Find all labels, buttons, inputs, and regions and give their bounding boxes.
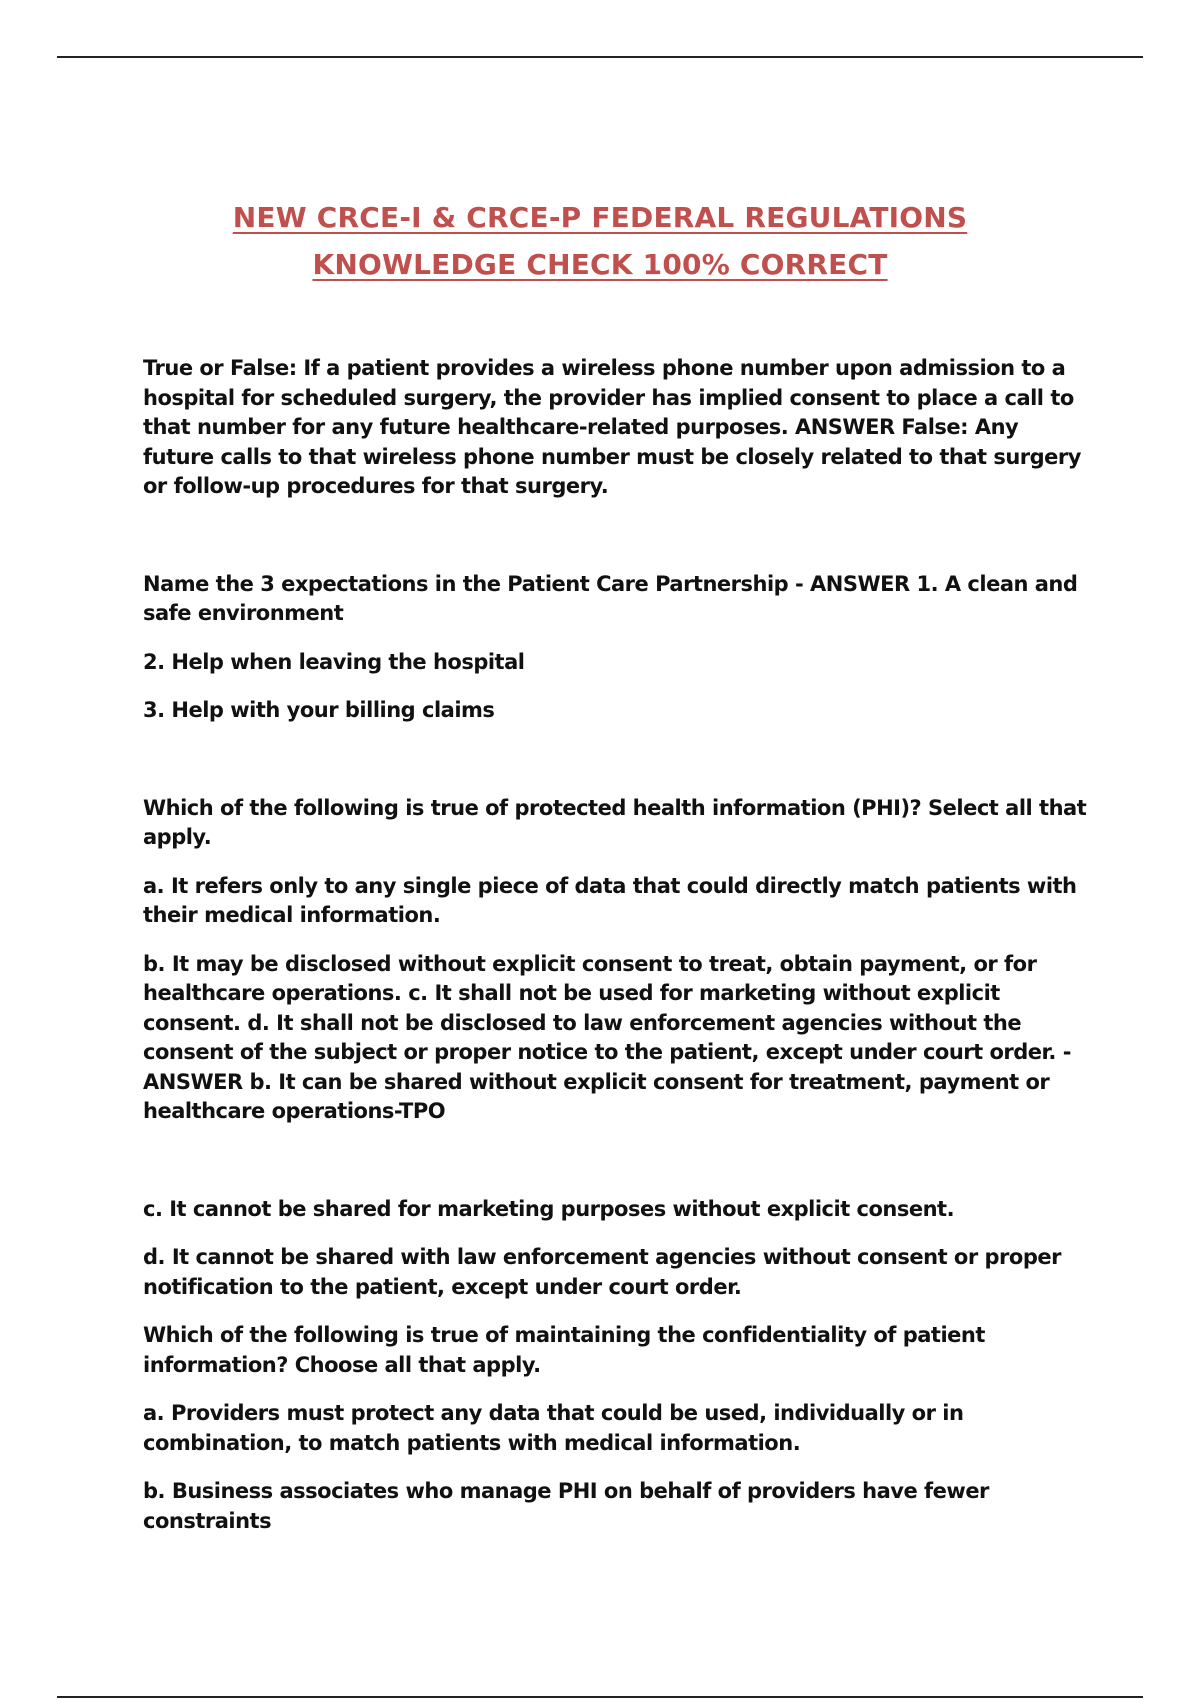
confidentiality-option-a: a. Providers must protect any data that could be used, individually or in combination, to match patients with medical information. [143, 1401, 964, 1455]
phi-option-a: a. It refers only to any single piece of data that could directly match patients with their medical information. [143, 873, 1077, 927]
title-line-1: NEW CRCE-I & CRCE-P FEDERAL REGULATIONS [232, 201, 968, 234]
answer-item-2: 2. Help when leaving the hospital [143, 649, 525, 674]
question-patient-care-partnership: Name the 3 expectations in the Patient Care Partnership - ANSWER 1. A clean and safe environment [143, 571, 1078, 625]
phi-answer-c: c. It cannot be shared for marketing purposes without explicit consent. [143, 1196, 955, 1221]
document-title [0, 194, 1200, 288]
bottom-rule [57, 1696, 1143, 1698]
top-rule [57, 56, 1143, 58]
question-phi: Which of the following is true of protected health information (PHI)? Select all that apply. [143, 795, 1087, 849]
confidentiality-option-b: b. Business associates who manage PHI on behalf of providers have fewer constraints [143, 1479, 989, 1533]
title-line-2: KNOWLEDGE CHECK 100% CORRECT [312, 248, 888, 281]
phi-answer-d: d. It cannot be shared with law enforcement agencies without consent or proper notification to the patient, except under court order. [143, 1245, 1061, 1299]
answer-item-3: 3. Help with your billing claims [143, 698, 495, 722]
document-body [143, 354, 1093, 1555]
question-confidentiality: Which of the following is true of maintaining the confidentiality of patient information? Choose all that apply. [143, 1323, 985, 1377]
question-phone-consent: True or False: If a patient provides a wireless phone number upon admission to a hospital for scheduled surgery, the provider has implied consent to place a call to that number for any future healthcare-related purposes. ANSWER False: Any future calls to that wireless phone number must be closely related to that surgery or follow-up procedures for that surgery. [143, 356, 1081, 498]
phi-option-b-answer: b. It may be disclosed without explicit consent to treat, obtain payment, or for healthcare operations. c. It shall not be used for marketing without explicit consent. d. It shall not be disclosed to law enforcement agencies without the consent of the subject or proper notice to the patient, except under court order. - ANSWER b. It can be shared without explicit consent for treatment, payment or healthcare operations-TPO [143, 951, 1071, 1123]
